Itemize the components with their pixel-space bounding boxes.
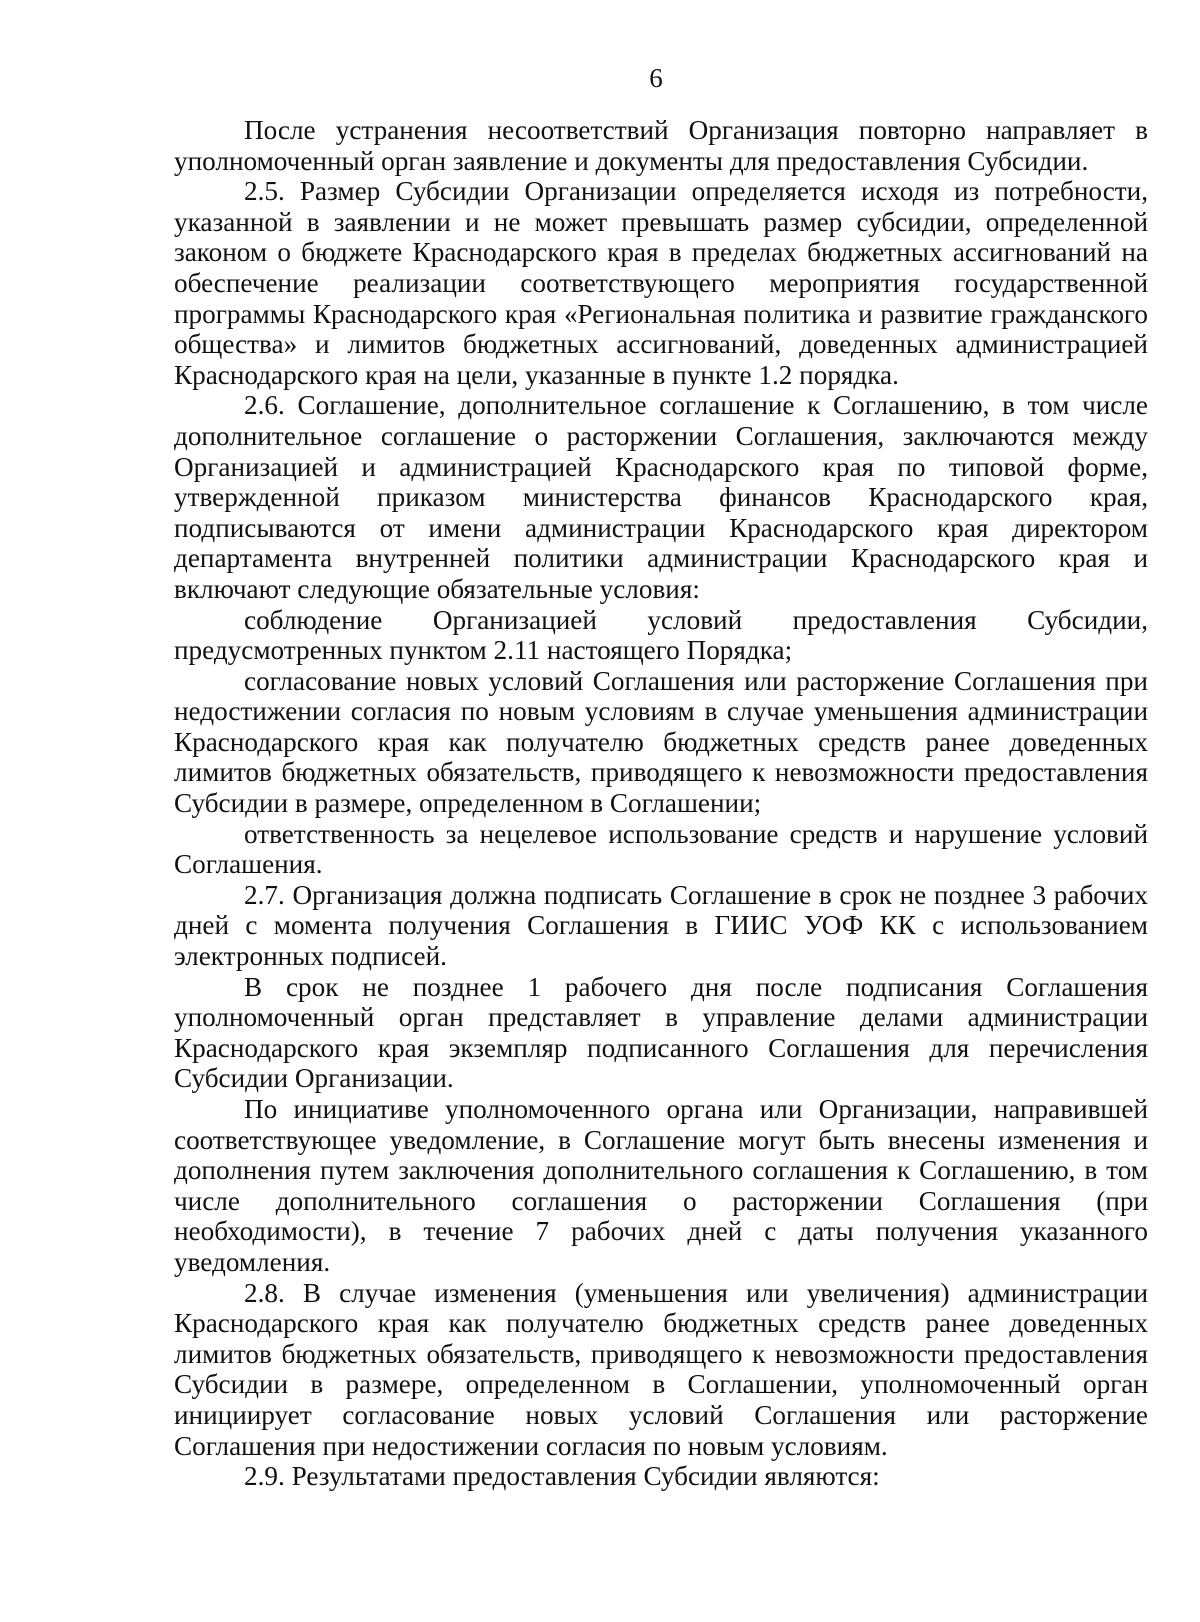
paragraph: По инициативе уполномоченного органа или Организации, направившей соответствующее уведомление, в Соглашение могут быть внесены изменения и дополнения путем заключения дополнительного соглашения к Соглашению, в том числе дополнительного соглашения о расторжении Соглашения (при необходимости), в течение 7 рабочих дней с даты получения указанного уведомления. [174, 1094, 1148, 1277]
paragraph-2-7: 2.7. Организация должна подписать Соглашение в срок не позднее 3 рабочих дней с момента получения Соглашения в ГИИС УОФ КК с использованием электронных подписей. [174, 879, 1148, 972]
paragraph-2-5: 2.5. Размер Субсидии Организации определяется исходя из потребности, указанной в заявлении и не может превышать размер субсидии, определенной законом о бюджете Краснодарского края в пределах бюджетных ассигнований на обеспечение реализации соответствующего мероприятия государственной программы Краснодарского края «Региональная политика и развитие гражданского общества» и лимитов бюджетных ассигнований, доведенных администрацией Краснодарского края на цели, указанные в пункте 1.2 порядка. [174, 176, 1148, 390]
condition-paragraph: соблюдение Организацией условий предоставления Субсидии, предусмотренных пунктом 2.11 настоящего Порядка; [174, 604, 1148, 666]
condition-paragraph: согласование новых условий Соглашения или расторжение Соглашения при недостижении согласия по новым условиям в случае уменьшения администрации Краснодарского края как получателю бюджетных средств ранее доведенных лимитов бюджетных обязательств, приводящего к невозможности предоставления Субсидии в размере, определенном в Соглашении; [174, 665, 1148, 819]
page-number: 6 [649, 63, 663, 93]
paragraph-2-9: 2.9. Результатами предоставления Субсидии являются: [244, 1461, 880, 1492]
paragraph-2-8: 2.8. В случае изменения (уменьшения или увеличения) администрации Краснодарского края как получателю бюджетных средств ранее доведенных лимитов бюджетных обязательств, приводящего к невозможности предоставления Субсидии в размере, определенном в Соглашении, уполномоченный орган инициирует согласование новых условий Соглашения или расторжение Соглашения при недостижении согласия по новым условиям. [174, 1277, 1148, 1461]
paragraph-2-6: 2.6. Соглашение, дополнительное соглашение к Соглашению, в том числе дополнительное соглашение о расторжении Соглашения, заключаются между Организацией и администрацией Краснодарского края по типовой форме, утвержденной приказом министерства финансов Краснодарского края, подписываются от имени администрации Краснодарского края директором департамента внутренней политики администрации Краснодарского края и включают следующие обязательные условия: [174, 390, 1148, 604]
document-body [174, 115, 1148, 1492]
paragraph: В срок не позднее 1 рабочего дня после подписания Соглашения уполномоченный орган представляет в управление делами администрации Краснодарского края экземпляр подписанного Соглашения для перечисления Субсидии Организации. [174, 971, 1148, 1094]
condition-paragraph: ответственность за нецелевое использование средств и нарушение условий Соглашения. [174, 818, 1148, 880]
paragraph: После устранения несоответствий Организация повторно направляет в уполномоченный орган заявление и документы для предоставления Субсидии. [174, 115, 1148, 176]
